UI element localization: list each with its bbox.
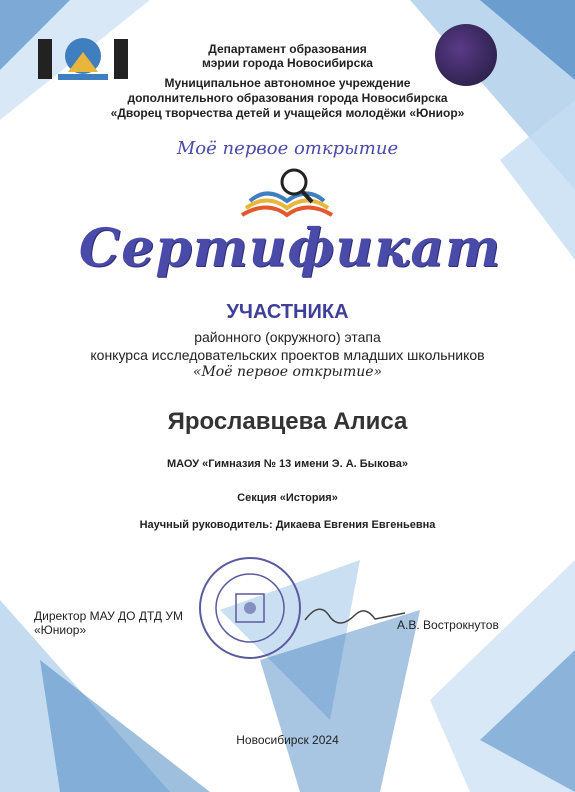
institution-line2: дополнительного образования города Новосибирска: [127, 91, 448, 105]
certificate-title: Сертификат: [78, 218, 502, 279]
contest-line1: районного (окружного) этапа: [194, 329, 381, 345]
dept-line2: мэрии города Новосибирска: [202, 56, 373, 70]
recipient-school: МАОУ «Гимназия № 13 имени Э. А. Быкова»: [166, 458, 409, 470]
recipient-name: Ярославцева Алиса: [167, 408, 408, 435]
recipient-section: Секция «История»: [237, 492, 338, 504]
institution-line1: Муниципальное автономное учреждение: [164, 76, 411, 90]
certificate-subtitle: УЧАСТНИКА: [226, 301, 349, 323]
contest-line3: «Моё первое открытие»: [192, 364, 383, 380]
institution-line3: «Дворец творчества детей и учащейся молодёжи «Юниор»: [110, 106, 465, 120]
signer-role-line2: «Юниор»: [34, 623, 87, 637]
director-signature: [300, 595, 410, 635]
official-stamp: [196, 554, 304, 662]
contest-line2: конкурса исследовательских проектов младших школьников: [90, 347, 485, 363]
contest-logo-text: Моё первое открытие: [176, 138, 399, 159]
signer-name: А.В. Вострокнутов: [397, 618, 499, 632]
recipient-supervisor: Научный руководитель: Дикаева Евгения Евгеньевна: [139, 519, 436, 531]
signer-role-line1: Директор МАУ ДО ДТД УМ: [34, 609, 183, 623]
dept-line1: Департамент образования: [208, 42, 367, 56]
city-year: Новосибирск 2024: [236, 733, 339, 747]
